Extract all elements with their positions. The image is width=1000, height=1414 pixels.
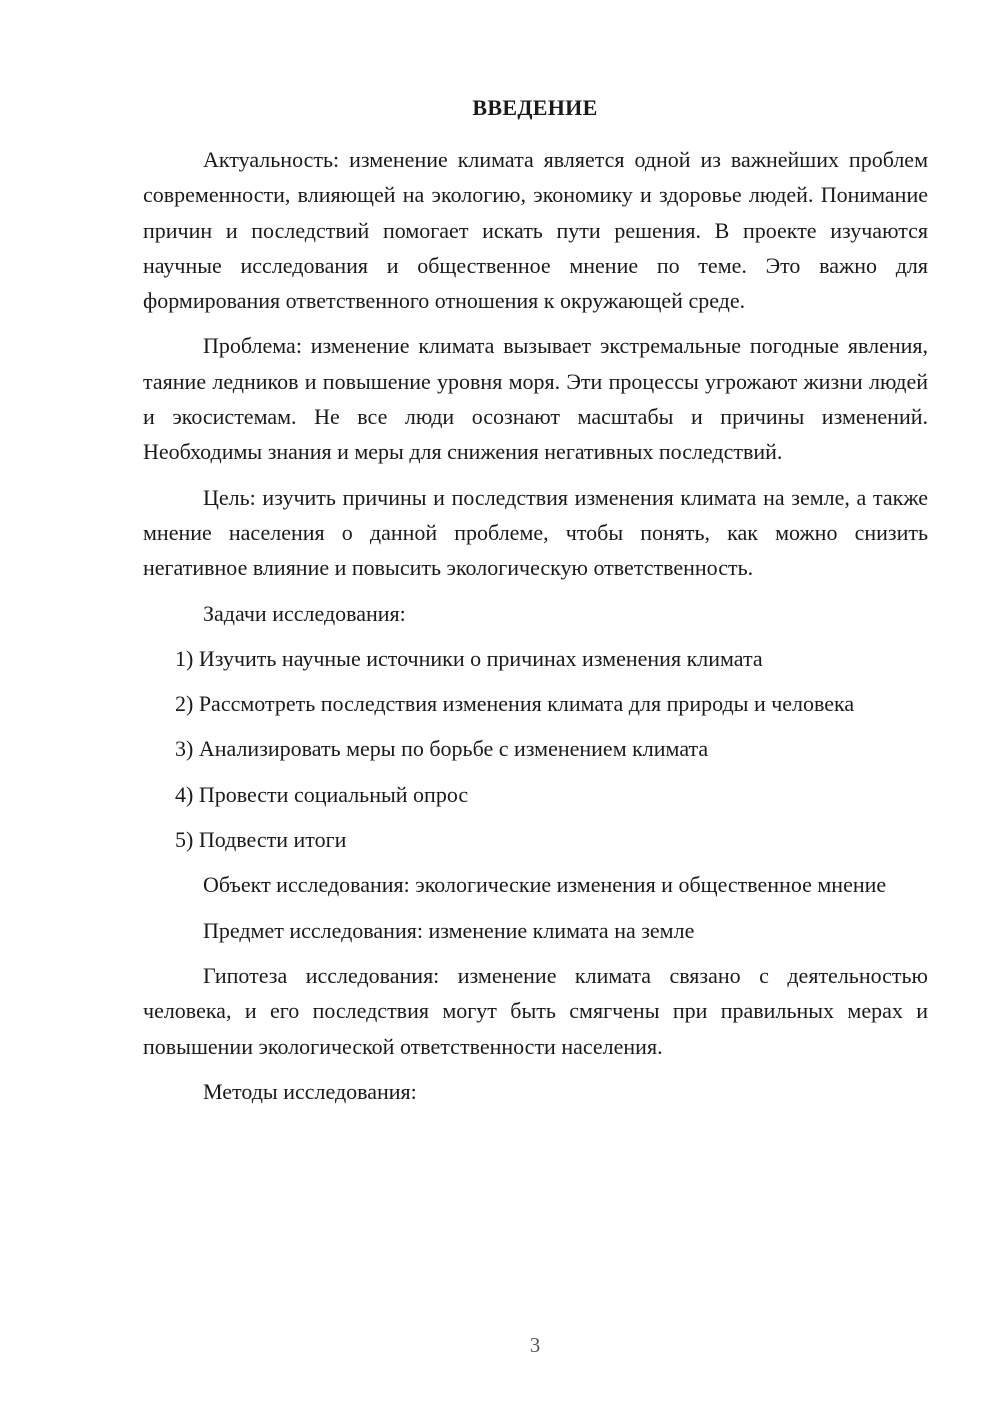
page-number: 3 — [529, 1333, 541, 1357]
paragraph-problem: Проблема: изменение климата вызывает экстремальные погодные явления, таяние ледников и повышение уровня моря. Эти процессы угрожают жизни людей и экосистемам. Не все люди осознают масштабы и причины изменений. Необходимы знания и меры для снижения негативных последствий. — [143, 333, 928, 465]
paragraph-hypothesis: Гипотеза исследования: изменение климата связано с деятельностью человека, и его последствия могут быть смягчены при правильных мерах и повышении экологической ответственности населения. — [143, 962, 928, 1059]
paragraph-subject: Предмет исследования: изменение климата на земле — [203, 917, 695, 943]
paragraph-goal: Цель: изучить причины и последствия изменения климата на земле, а также мнение населения о данной проблеме, чтобы понять, как можно снизить негативное влияние и повысить экологическую ответственность. — [143, 484, 928, 581]
task-item-3: 3) Анализировать меры по борьбе с изменением климата — [175, 736, 709, 762]
task-item-2: 2) Рассмотреть последствия изменения климата для природы и человека — [175, 691, 855, 717]
task-item-5: 5) Подвести итоги — [175, 827, 347, 853]
paragraph-tasks-heading: Задачи исследования: — [203, 600, 406, 626]
document-body — [143, 142, 928, 1119]
paragraph-relevance: Актуальность: изменение климата является одной из важнейших проблем современности, влияющей на экологию, экономику и здоровье людей. Понимание причин и последствий помогает искать пути решения. В проекте изучаются научные исследования и общественное мнение по теме. Это важно для формирования ответственного отношения к окружающей среде. — [143, 147, 928, 314]
task-item-1: 1) Изучить научные источники о причинах изменения климата — [175, 645, 763, 671]
task-item-4: 4) Провести социальный опрос — [175, 781, 469, 807]
paragraph-object: Объект исследования: экологические изменения и общественное мнение — [203, 872, 887, 898]
paragraph-methods: Методы исследования: — [203, 1078, 417, 1104]
page-title: ВВЕДЕНИЕ — [472, 95, 598, 120]
